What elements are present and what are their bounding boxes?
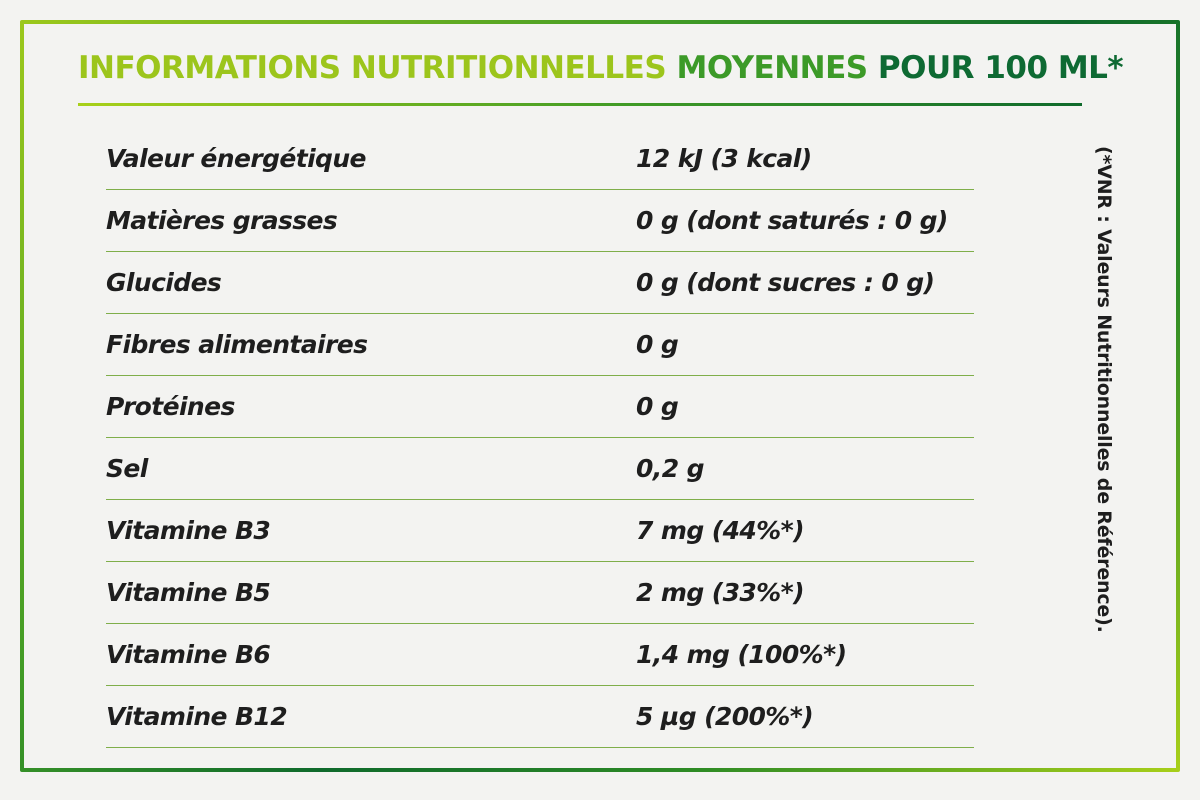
- nutrient-label: Vitamine B3: [106, 500, 636, 562]
- nutrient-value: 1,4 mg (100%*): [636, 624, 974, 686]
- nutrient-label: Vitamine B6: [106, 624, 636, 686]
- table-row: [106, 376, 974, 438]
- table-row: [106, 438, 974, 500]
- nutrient-value: 0 g (dont sucres : 0 g): [636, 252, 974, 314]
- nutrient-label: Matières grasses: [106, 190, 636, 252]
- title-part-2: MOYENNES: [676, 50, 868, 86]
- vnr-footnote: (*VNR : Valeurs Nutritionnelles de Référence).: [1093, 146, 1115, 633]
- table-row: [106, 252, 974, 314]
- nutrient-value: 5 µg (200%*): [636, 686, 974, 748]
- nutrient-label: Glucides: [106, 252, 636, 314]
- table-row: [106, 190, 974, 252]
- table-row: [106, 686, 974, 748]
- nutrient-label: Protéines: [106, 376, 636, 438]
- title-underline: [78, 103, 1082, 106]
- nutrient-label: Vitamine B5: [106, 562, 636, 624]
- nutrient-value: 0 g: [636, 376, 974, 438]
- nutrient-label: Vitamine B12: [106, 686, 636, 748]
- nutrition-table: [106, 128, 974, 748]
- table-row: [106, 314, 974, 376]
- nutrient-label: Fibres alimentaires: [106, 314, 636, 376]
- nutrient-value: 0,2 g: [636, 438, 974, 500]
- nutrient-value: 2 mg (33%*): [636, 562, 974, 624]
- panel-title: [78, 50, 1123, 86]
- table-row: [106, 128, 974, 190]
- nutrient-label: Valeur énergétique: [106, 128, 636, 190]
- table-row: [106, 500, 974, 562]
- title-part-1: INFORMATIONS NUTRITIONNELLES: [78, 50, 667, 86]
- title-part-3: POUR 100 ML*: [877, 50, 1124, 86]
- table-row: [106, 624, 974, 686]
- nutrient-value: 12 kJ (3 kcal): [636, 128, 974, 190]
- nutrient-label: Sel: [106, 438, 636, 500]
- nutrient-value: 0 g (dont saturés : 0 g): [636, 190, 974, 252]
- table-row: [106, 562, 974, 624]
- nutrient-value: 0 g: [636, 314, 974, 376]
- nutrient-value: 7 mg (44%*): [636, 500, 974, 562]
